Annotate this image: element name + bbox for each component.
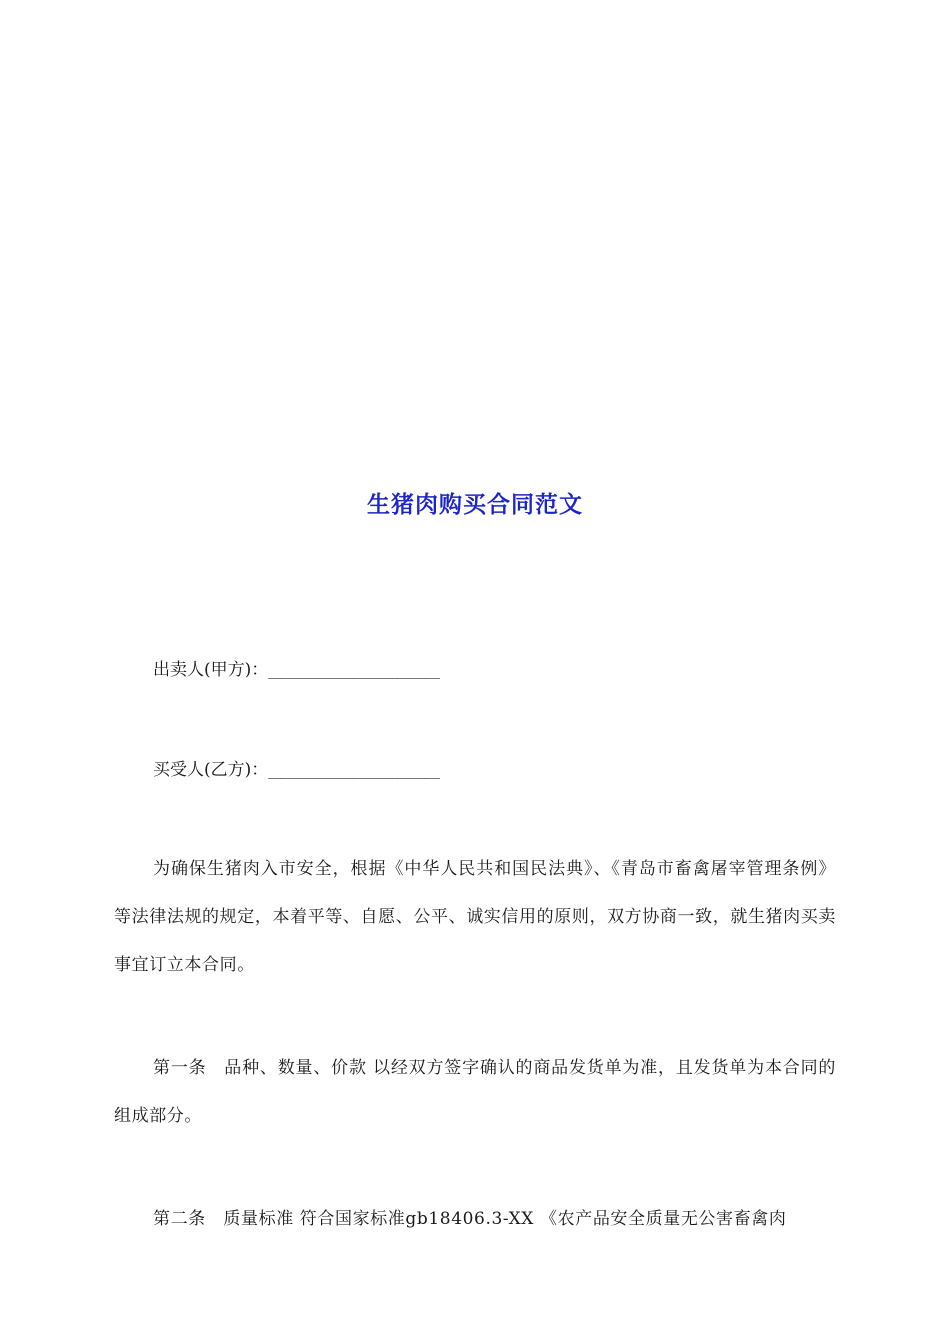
seller-line bbox=[153, 658, 440, 682]
article-1-paragraph: 第一条 品种、数量、价款 以经双方签字确认的商品发货单为准，且发货单为本合同的组成部分。 bbox=[114, 1058, 836, 1126]
buyer-blank: ___________________ bbox=[268, 761, 440, 779]
document-title: 生猪肉购买合同范文 bbox=[367, 492, 583, 518]
article-2-paragraph: 第二条 质量标准 符合国家标准gb18406.3-XX 《农产品安全质量无公害畜禽肉 bbox=[153, 1209, 787, 1229]
buyer-line bbox=[153, 758, 440, 782]
buyer-label: 买受人(乙方)： bbox=[153, 760, 269, 780]
seller-blank: ___________________ bbox=[268, 661, 440, 679]
seller-label: 出卖人(甲方)： bbox=[153, 660, 269, 680]
preamble-paragraph: 为确保生猪肉入市安全，根据《中华人民共和国民法典》、《青岛市畜禽屠宰管理条例》等法律法规的规定，本着平等、自愿、公平、诚实信用的原则，双方协商一致，就生猪肉买卖事宜订立本合同。 bbox=[114, 859, 836, 975]
